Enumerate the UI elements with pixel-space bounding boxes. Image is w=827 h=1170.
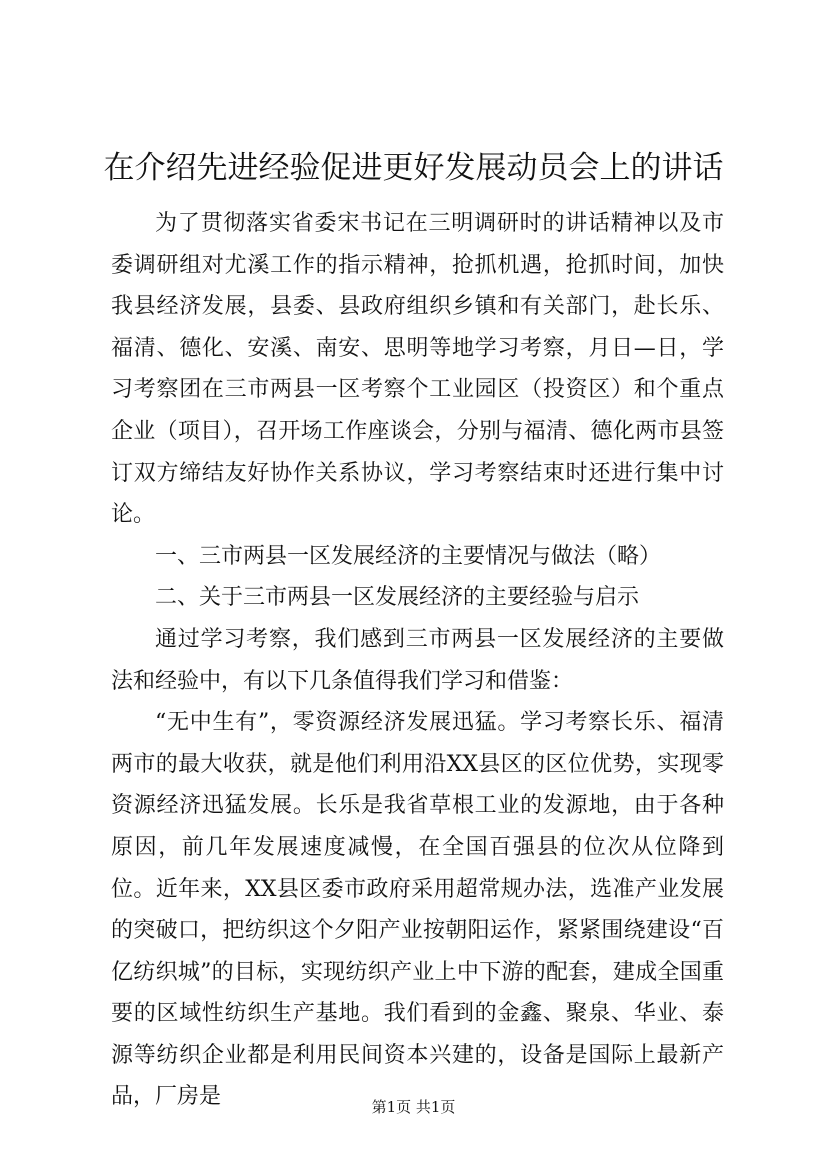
page-number: 第1页 共1页 [371, 1098, 456, 1116]
paragraph-zero-resource: “无中生有”，零资源经济发展迅猛。学习考察长乐、福清两市的最大收获，就是他们利用沿XX县区的区位优势，实现零资源经济迅猛发展。长乐是我省草根工业的发源地，由于各种原因，前几年发展速度减慢，在全国百强县的位次从位降到位。近年来，XX县区委市政府采用超常规办法，选准产业发展的突破口，把纺织这个夕阳产业按朝阳运作，紧紧围绕建设“百亿纺织城”的目标，实现纺织产业上中下游的配套，建成全国重要的区域性纺织生产基地。我们看到的金鑫、聚泉、华业、泰源等纺织企业都是利用民间资本兴建的，设备是国际上最新产品，厂房是 [111, 710, 724, 1110]
section-heading-1: 一、三市两县一区发展经济的主要情况与做法（略） [155, 543, 662, 569]
paragraph-intro: 为了贯彻落实省委宋书记在三明调研时的讲话精神以及市委调研组对尤溪工作的指示精神，抢抓机遇，抢抓时间，加快我县经济发展，县委、县政府组织乡镇和有关部门，赴长乐、福清、德化、安溪、南安、思明等地学习考察，月日—日，学习考察团在三市两县一区考察个工业园区（投资区）和个重点企业（项目），召开场工作座谈会，分别与福清、德化两市县签订双方缔结友好协作关系协议，学习考察结束时还进行集中讨论。 [111, 211, 724, 528]
document-title: 在介绍先进经验促进更好发展动员会上的讲话 [103, 150, 724, 186]
paragraph-lessons-intro: 通过学习考察，我们感到三市两县一区发展经济的主要做法和经验中，有以下几条值得我们学习和借鉴： [111, 626, 724, 694]
document-body [111, 203, 724, 1118]
section-heading-2: 二、关于三市两县一区发展经济的主要经验与启示 [155, 585, 640, 611]
